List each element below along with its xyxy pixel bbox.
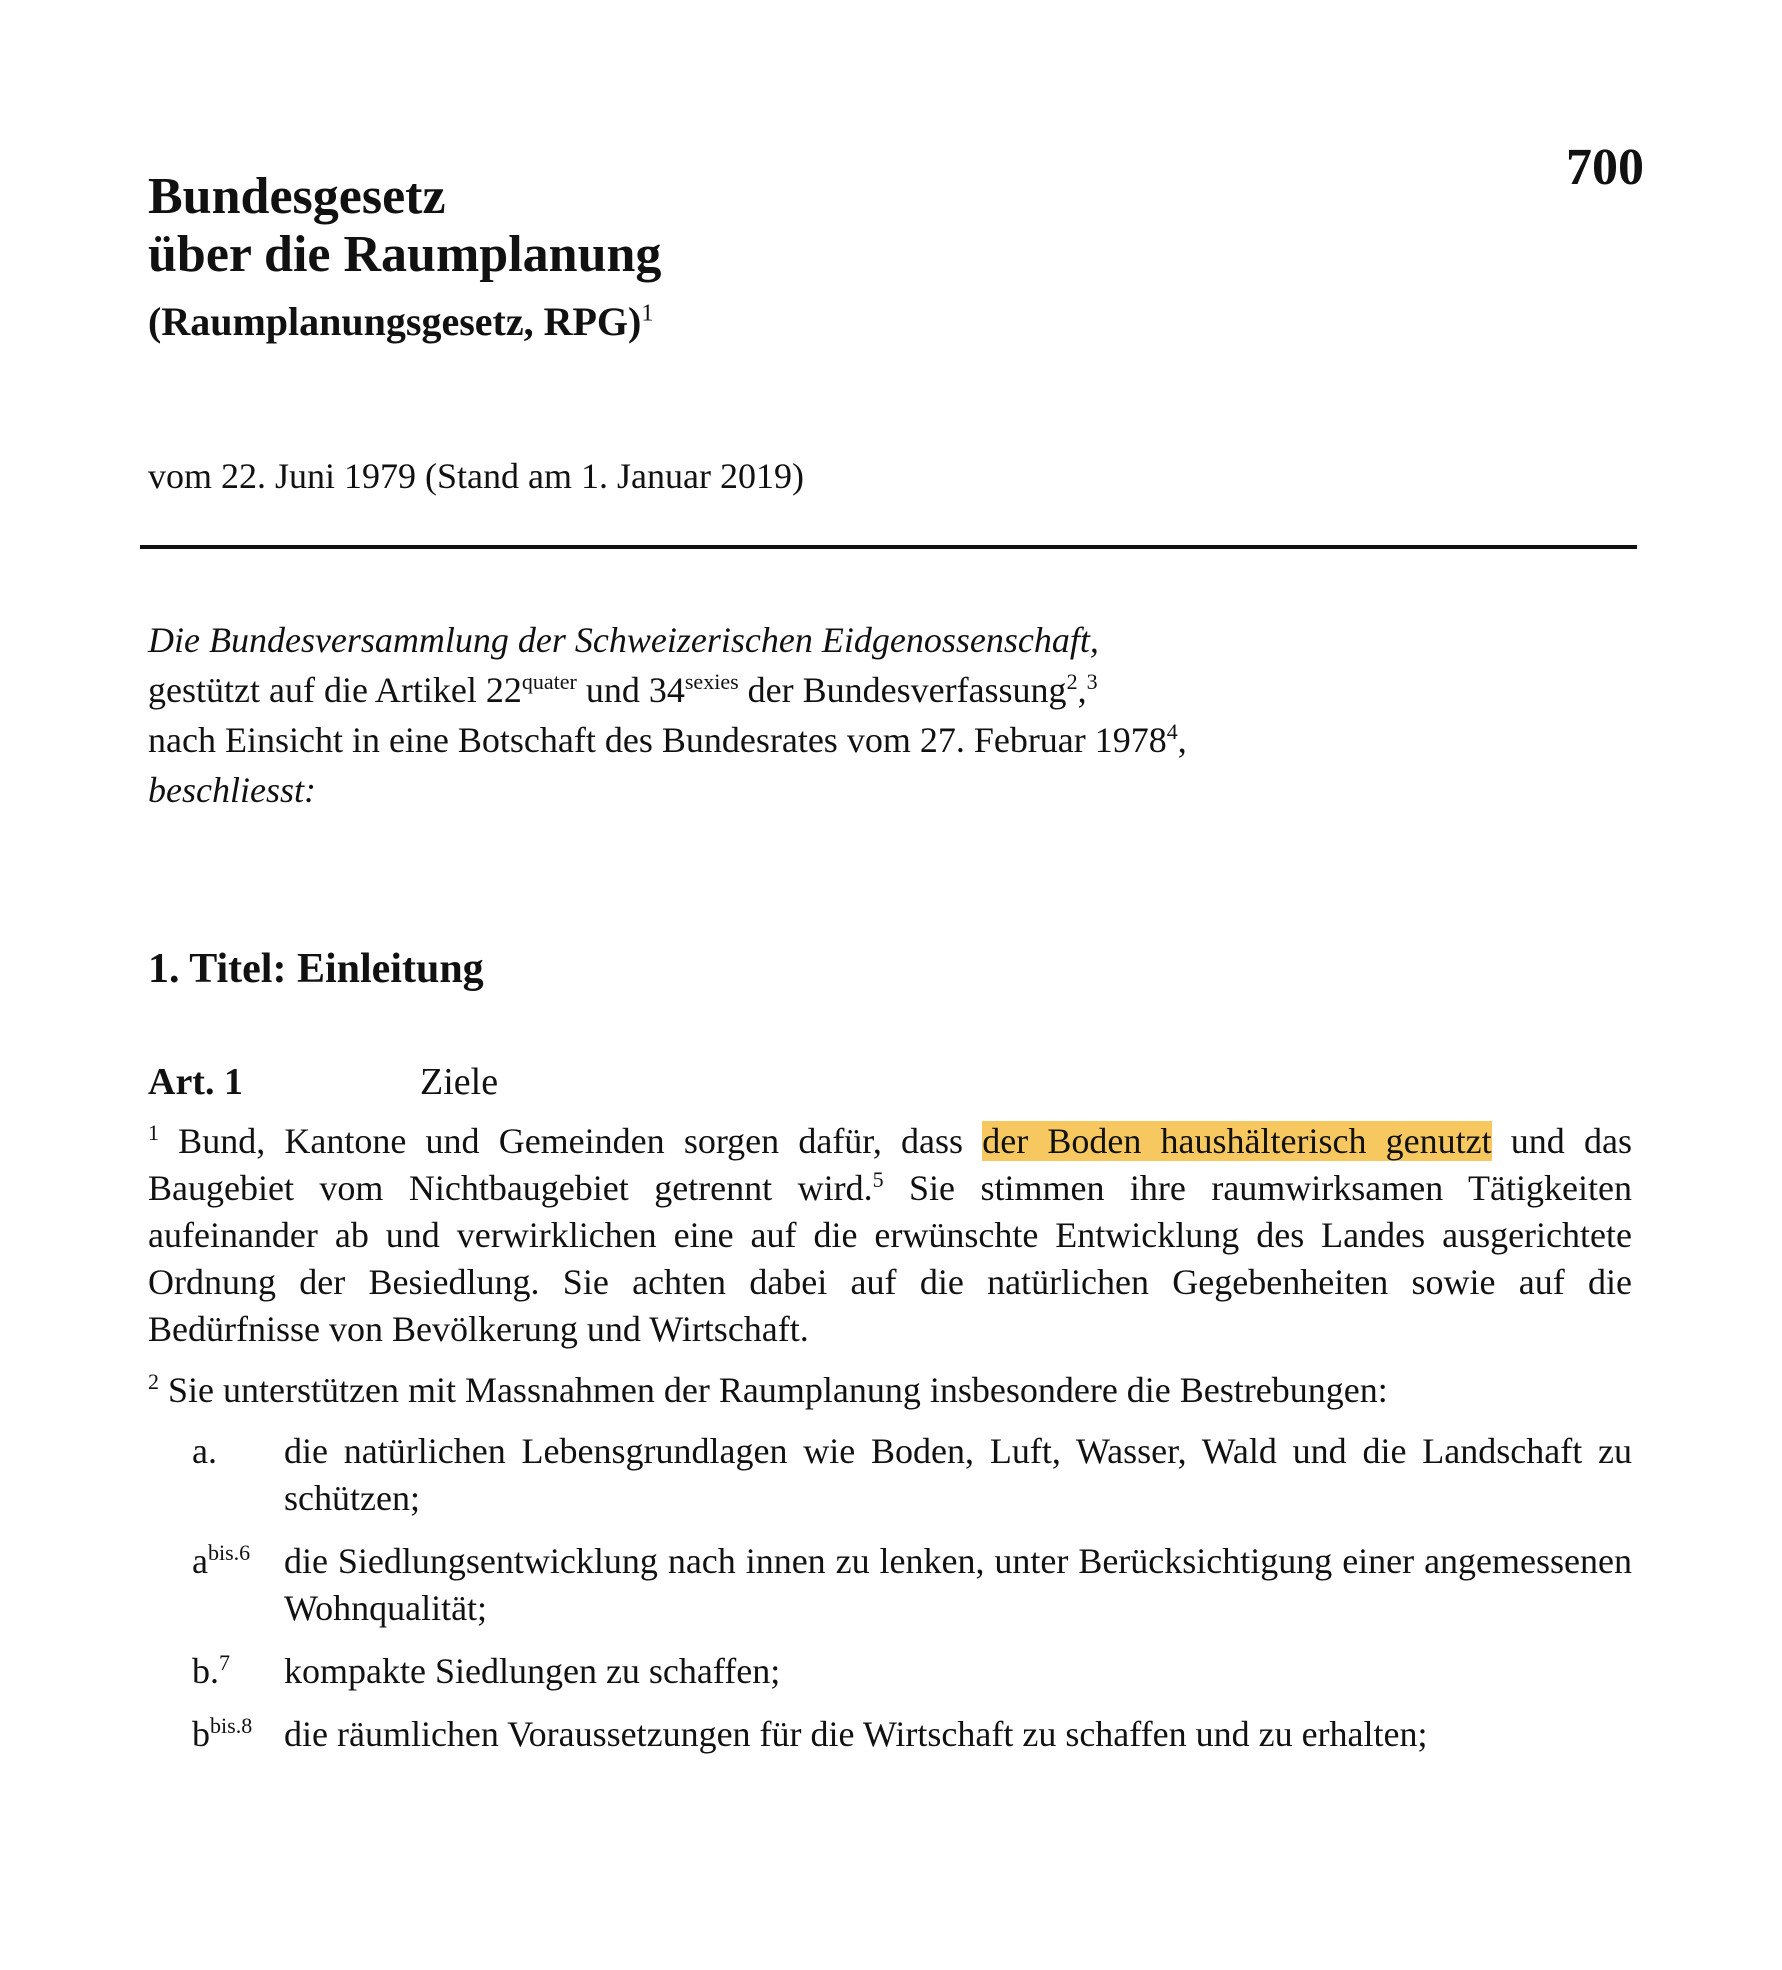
footnote-ref-2[interactable]: 2 <box>1066 669 1078 694</box>
footnote-ref-8[interactable]: .8 <box>235 1713 253 1738</box>
item-letter: b. <box>192 1651 219 1691</box>
superscript: bis <box>210 1713 236 1738</box>
list-item-text: die Siedlungsentwicklung nach innen zu lenken, unter Berücksichtigung einer angemessenen Wohnqualität; <box>284 1541 1632 1628</box>
title-block <box>148 168 661 345</box>
superscript: bis <box>207 1540 234 1565</box>
subtitle <box>148 298 661 345</box>
preamble-line-1: Die Bundesversammlung der Schweizerischen Eidgenossenschaft, <box>148 620 1099 660</box>
footnote-ref-3[interactable]: 3 <box>1086 669 1098 694</box>
superscript: sexies <box>684 669 739 694</box>
list-item-text: kompakte Siedlungen zu schaffen; <box>284 1651 781 1691</box>
footnote-ref-1[interactable]: 1 <box>641 300 654 327</box>
preamble <box>148 615 1638 815</box>
subtitle-text: (Raumplanungsgesetz, RPG) <box>148 299 642 344</box>
paragraph-1 <box>148 1118 1632 1353</box>
footnote-ref-4[interactable]: 4 <box>1166 719 1178 744</box>
preamble-line-3 <box>148 715 1638 765</box>
list-item-label <box>148 1428 284 1522</box>
paragraph-number: 1 <box>148 1120 159 1145</box>
article-heading <box>148 1060 498 1104</box>
sr-number: 700 <box>1566 139 1644 196</box>
list-item <box>148 1538 1632 1632</box>
footnote-ref-6[interactable]: .6 <box>233 1540 251 1565</box>
paragraph-text: Sie stimmen ihre raumwirksamen Tätigkeiten aufeinander ab und verwirklichen eine auf die erwünschte Entwicklung des Landes ausgerichtete Ordnung der Besiedlung. Sie achten dabei auf die natürlichen Gegebenheiten sowie auf die Bedürfnisse von Bevölkerung und Wirtschaft. <box>148 1168 1632 1349</box>
article-body <box>148 1118 1632 1774</box>
highlighted-text[interactable]: der Boden haushälterisch genutzt <box>982 1121 1492 1161</box>
paragraph-text: Sie unterstützen mit Massnahmen der Raumplanung insbesondere die Bestrebungen: <box>159 1370 1388 1410</box>
list-item <box>148 1711 1632 1758</box>
preamble-text: der Bundesverfassung <box>738 670 1067 710</box>
paragraph-text: Bund, Kantone und Gemeinden sorgen dafür, dass <box>159 1121 983 1161</box>
preamble-line-4: beschliesst: <box>148 770 316 810</box>
preamble-text: , <box>1177 720 1187 760</box>
item-letter: b <box>192 1714 210 1754</box>
title-line-2: über die Raumplanung <box>148 226 662 283</box>
divider-rule <box>140 545 1637 549</box>
preamble-text: gestützt auf die Artikel 22 <box>148 670 522 710</box>
list-item-label <box>148 1538 284 1632</box>
paragraph-2 <box>148 1367 1632 1414</box>
footnote-ref-7[interactable]: 7 <box>219 1650 230 1675</box>
preamble-line-2 <box>148 665 1638 715</box>
article-number: Art. 1 <box>148 1061 243 1103</box>
preamble-text: nach Einsicht in eine Botschaft des Bundesrates vom 27. Februar 1978 <box>148 720 1167 760</box>
preamble-text: und 34 <box>576 670 685 710</box>
item-letter: a. <box>192 1431 217 1471</box>
list-item-label <box>148 1711 284 1758</box>
list-item-text: die räumlichen Voraussetzungen für die Wirtschaft zu schaffen und zu erhalten; <box>284 1714 1428 1754</box>
title-line-1: Bundesgesetz <box>148 168 446 225</box>
superscript: quater <box>521 669 577 694</box>
section-title: 1. Titel: Einleitung <box>148 946 484 992</box>
footnote-ref-5[interactable]: 5 <box>872 1167 884 1192</box>
paragraph-number: 2 <box>148 1369 159 1394</box>
paragraph-text: und das Baugebiet vom Nichtbaugebiet getrennt wird. <box>148 1121 1632 1208</box>
list-items <box>148 1428 1632 1758</box>
list-item <box>148 1648 1632 1695</box>
list-item-label <box>148 1648 284 1695</box>
article-title: Ziele <box>420 1061 499 1103</box>
item-letter: a <box>192 1541 208 1581</box>
list-item-text: die natürlichen Lebensgrundlagen wie Boden, Luft, Wasser, Wald und die Landschaft zu schützen; <box>284 1431 1632 1518</box>
preamble-text: , <box>1077 670 1087 710</box>
list-item <box>148 1428 1632 1522</box>
date-line: vom 22. Juni 1979 (Stand am 1. Januar 2019) <box>148 456 804 496</box>
